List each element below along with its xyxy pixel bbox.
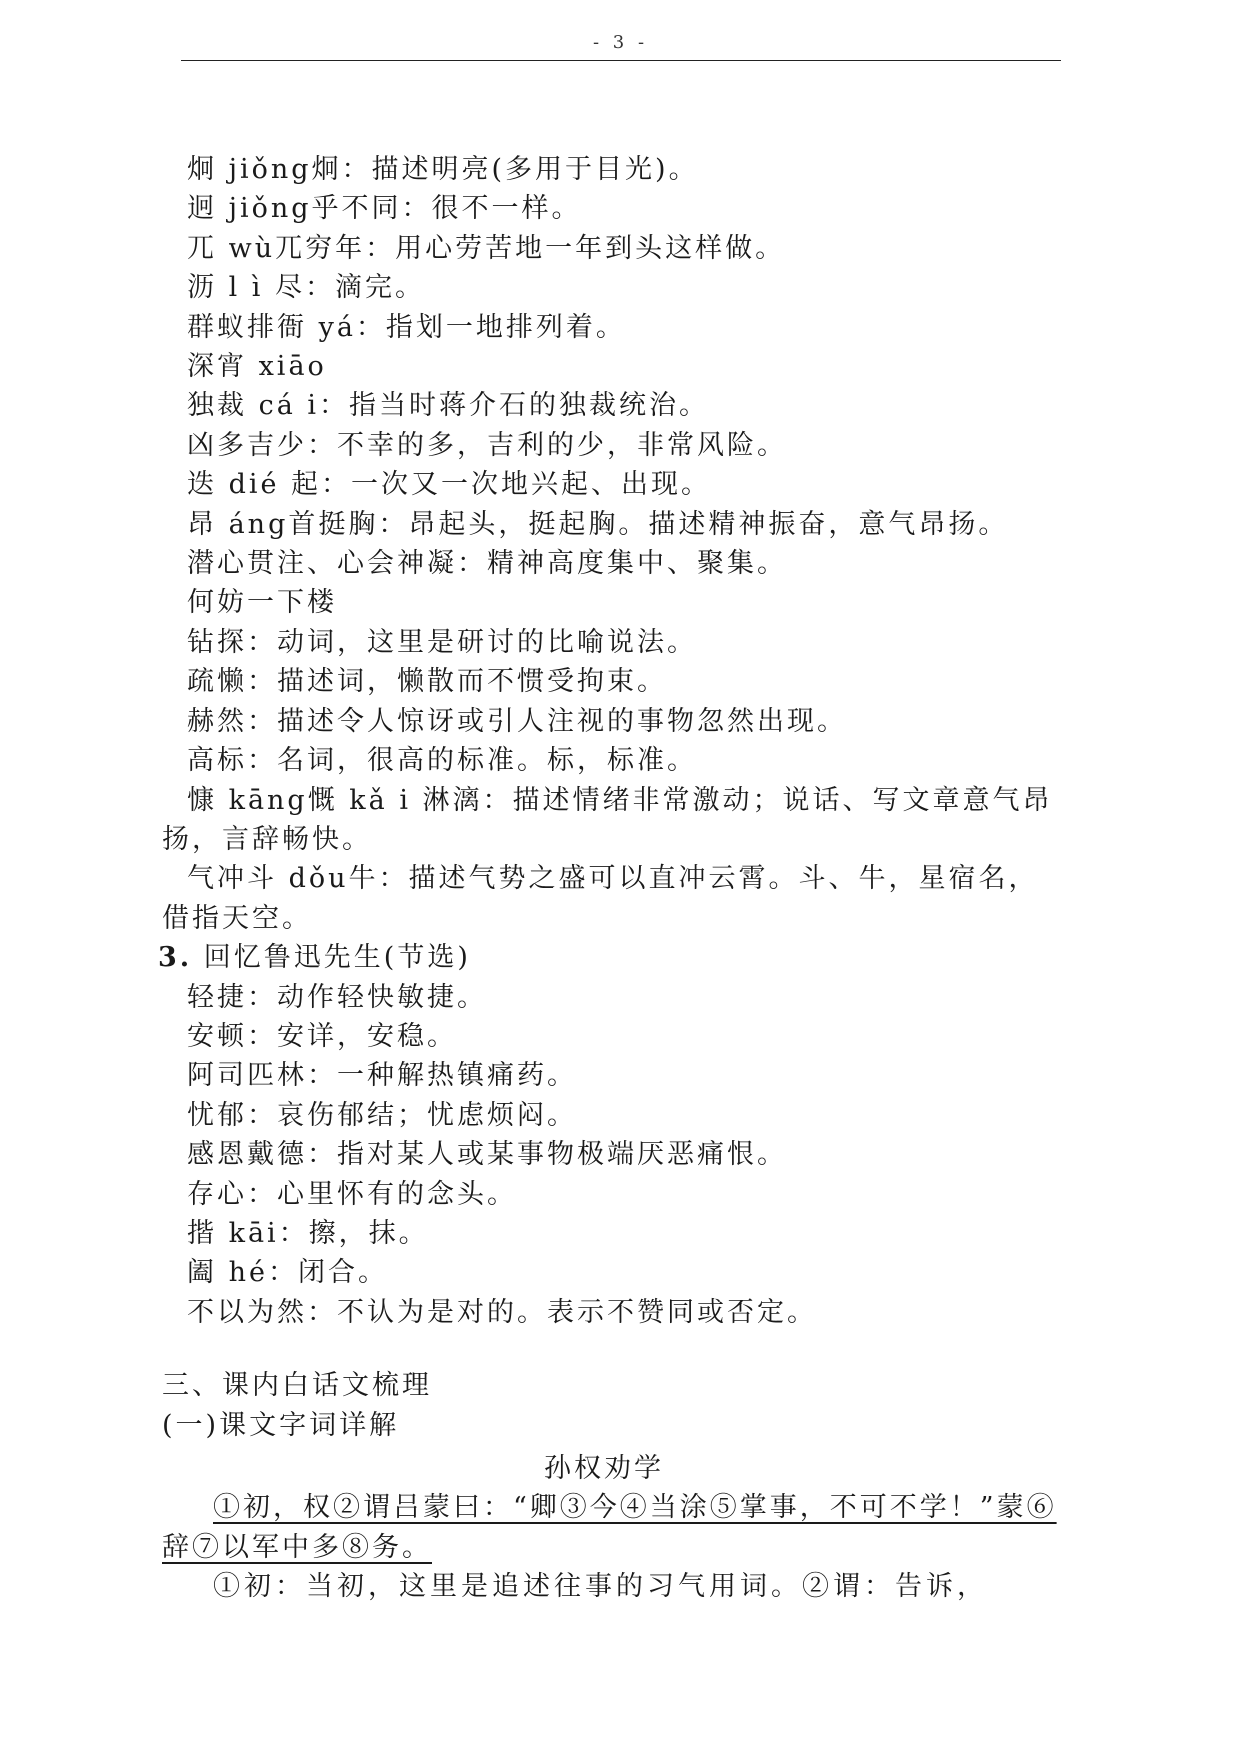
vocab-entry: 昂 áng首挺胸：昂起头，挺起胸。描述精神振奋，意气昂扬。	[187, 508, 1009, 540]
annotation-text	[162, 1567, 1061, 1606]
vocab-entry: 群蚁排衙 yá：指划一地排列着。	[187, 311, 626, 343]
annotation-line: ①初：当初，这里是追述往事的习气用词。②谓：告诉，	[213, 1571, 988, 1603]
vocab-entry: 阿司匹林：一种解热镇痛药。	[187, 1060, 577, 1092]
vocab-entry: 炯 jiǒng炯：描述明亮(多用于目光)。	[187, 154, 699, 185]
vocab-entry: 阖 hé：闭合。	[187, 1257, 388, 1289]
vocab-entry: 潜心贯注、心会神凝：精神高度集中、聚集。	[187, 548, 787, 580]
vocab-entry: 感恩戴德：指对某人或某事物极端厌恶痛恨。	[187, 1139, 787, 1171]
vocab-entry: 深宵 xiāo	[187, 351, 327, 383]
vocab-entry-line: 气冲斗 dǒu牛：描述气势之盛可以直冲云霄。斗、牛，星宿名，	[187, 863, 1039, 895]
vocab-entry: 赫然：描述令人惊讶或引人注视的事物忽然出现。	[187, 705, 847, 737]
passage-title: 孙权劝学	[544, 1453, 664, 1484]
vocab-entry: 不以为然：不认为是对的。表示不赞同或否定。	[187, 1296, 817, 1328]
vocab-entry: 何妨一下楼	[187, 587, 337, 619]
vocab-entry: 凶多吉少：不幸的多，吉利的少，非常风险。	[187, 429, 787, 461]
section-number: 3.	[158, 942, 193, 974]
vocab-entry-line: 扬，言辞畅快。	[162, 823, 372, 855]
vocab-entry-line: 借指天空。	[162, 902, 312, 934]
vocab-entry-kangkai	[162, 781, 1061, 860]
vocab-entry: 存心：心里怀有的念头。	[187, 1178, 517, 1210]
section-title: 回忆鲁迅先生(节选)	[203, 942, 471, 974]
section-heading-3	[158, 938, 1061, 977]
vocab-entry: 轻捷：动作轻快敏捷。	[187, 981, 487, 1013]
vocab-entry-line: 慷 kāng慨 kǎ i 淋漓：描述情绪非常激动；说话、写文章意气昂	[187, 784, 1053, 816]
passage-text	[162, 1488, 1061, 1567]
vocab-entry: 钻探：动词，这里是研讨的比喻说法。	[187, 626, 697, 658]
vocab-entry: 安顿：安详，安稳。	[187, 1020, 457, 1052]
page-number: - 3 -	[592, 32, 649, 53]
vocab-entry: 沥 l ì 尽：滴完。	[187, 272, 426, 304]
section-heading-three: 三、课内白话文梳理	[162, 1370, 432, 1402]
passage-line: 辞⑦以军中多⑧务。	[162, 1531, 432, 1563]
spacer	[187, 1332, 1061, 1366]
document-body	[158, 150, 1061, 1607]
vocab-entry-qichong	[162, 859, 1061, 938]
vocab-entry: 迥 jiǒng乎不同：很不一样。	[187, 193, 582, 225]
vocab-entry: 忧郁：哀伤郁结；忧虑烦闷。	[187, 1099, 577, 1131]
vocab-entry: 揩 kāi：擦，抹。	[187, 1217, 429, 1249]
vocab-entry: 疏懒：描述词，懒散而不惯受拘束。	[187, 666, 667, 698]
subsection-heading: (一)课文字词详解	[162, 1409, 400, 1441]
vocab-entry: 独裁 cá i：指当时蒋介石的独裁统治。	[187, 390, 710, 422]
vocab-entry: 迭 dié 起：一次又一次地兴起、出现。	[187, 469, 712, 501]
passage-line: ①初，权②谓吕蒙曰：“卿③今④当涂⑤掌事，不可不学！”蒙⑥	[213, 1492, 1057, 1524]
vocab-entry: 高标：名词，很高的标准。标，标准。	[187, 745, 697, 777]
header-rule	[181, 60, 1061, 61]
vocab-entry: 兀 wù兀穷年：用心劳苦地一年到头这样做。	[187, 232, 786, 264]
